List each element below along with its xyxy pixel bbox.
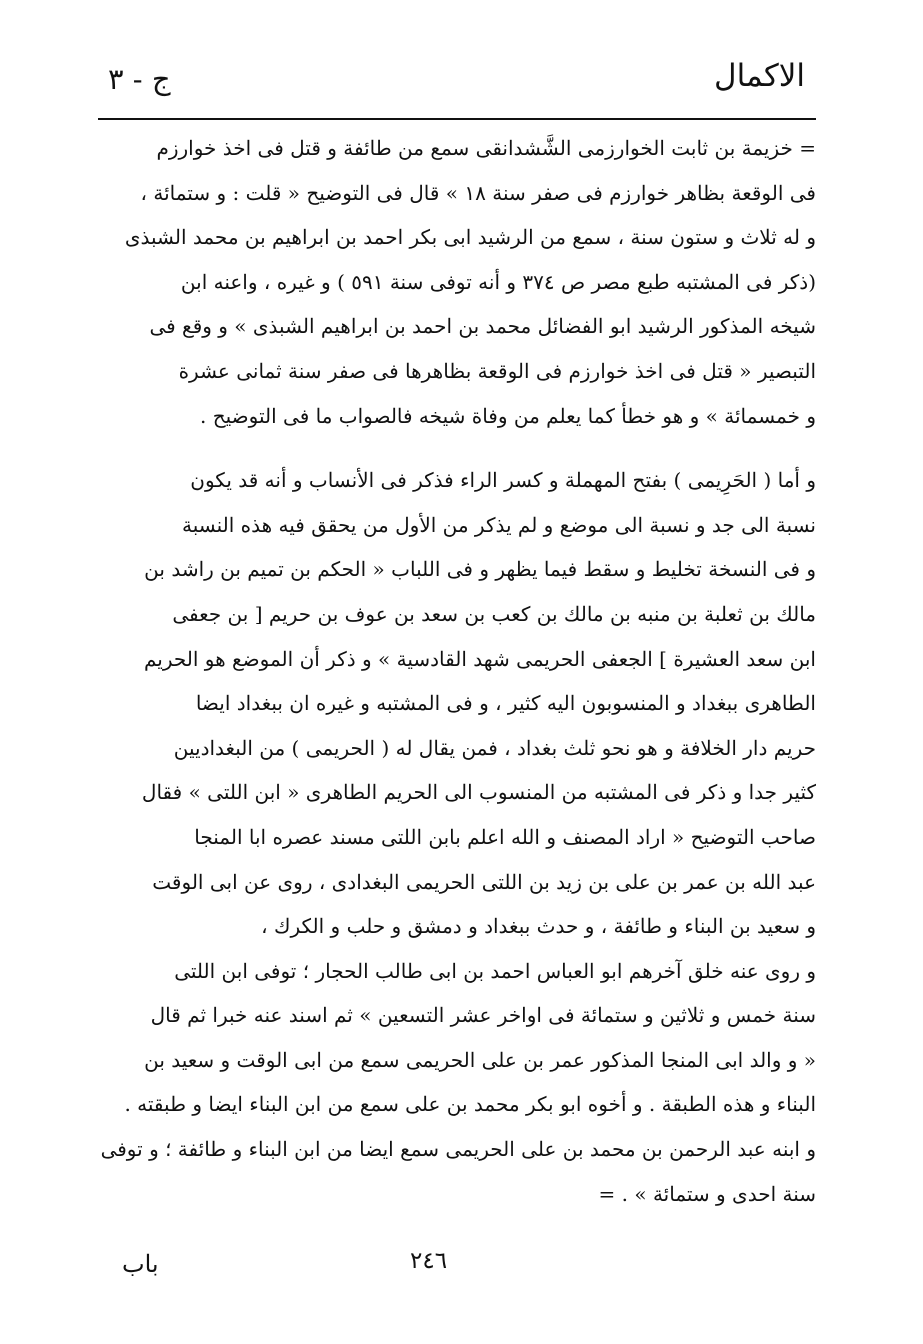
text-line: فى الوقعة بظاهر خوارزم فى صفر سنة ١٨ » قال فى التوضيح « قلت : و ستمائة ، — [140, 180, 816, 205]
page-number: ٢٤٦ — [410, 1248, 448, 1274]
text-line: سنة خمس و ثلاثين و ستمائة فى اواخر عشر التسعين » ثم اسند عنه خبرا ثم قال — [150, 1003, 816, 1028]
text-line: و ابنه عبد الرحمن بن محمد بن على الحريمى سمع ايضا من ابن البناء و طائفة ؛ و توفى — [100, 1137, 816, 1162]
text-line: و روى عنه خلق آخرهم ابو العباس احمد بن ابى طالب الحجار ؛ توفى ابن اللتى — [174, 958, 816, 983]
text-line: عبد الله بن عمر بن على بن زيد بن اللتى الحريمى البغدادى ، روى عن ابى الوقت — [152, 869, 816, 894]
paragraph-gap — [100, 438, 816, 458]
paragraph-2 — [100, 458, 816, 1216]
text-line: مالك بن ثعلبة بن منبه بن مالك بن كعب بن سعد بن عوف بن حريم [ بن جعفى — [172, 601, 816, 626]
text-line: « و والد ابى المنجا المذكور عمر بن على الحريمى سمع من ابى الوقت و سعيد بن — [144, 1047, 816, 1072]
text-line: حريم دار الخلافة و هو نحو ثلث بغداد ، فمن يقال له ( الحريمى ) من البغداديين — [173, 735, 816, 760]
catchword: باب — [122, 1250, 159, 1278]
volume-label: ج - ٣ — [108, 62, 171, 96]
header-rule — [98, 118, 816, 120]
paragraph-1 — [100, 126, 816, 438]
text-line: = خزيمة بن ثابت الخوارزمى الشَّشدانقى سمع من طائفة و قتل فى اخذ خوارزم — [156, 136, 816, 160]
text-line: التبصير « قتل فى اخذ خوارزم فى الوقعة بظاهرها فى صفر سنة ثمانى عشرة — [178, 358, 816, 383]
text-line: و أما ( الحَرِيمى ) بفتح المهملة و كسر الراء فذكر فى الأنساب و أنه قد يكون — [190, 468, 816, 493]
text-line: صاحب التوضيح « اراد المصنف و الله اعلم بابن اللتى مسند عصره ابا المنجا — [194, 824, 816, 849]
text-line: (ذكر فى المشتبه طبع مصر ص ٣٧٤ و أنه توفى سنة ٥٩١ ) و غيره ، واعنه ابن — [180, 269, 816, 294]
text-line: البناء و هذه الطبقة . و أخوه ابو بكر محمد بن على سمع من ابن البناء ايضا و طبقته . — [124, 1092, 816, 1117]
text-line: و خمسمائة » و هو خطأ كما يعلم من وفاة شيخه فالصواب ما فى التوضيح . — [200, 403, 816, 428]
running-title: الاكمال — [714, 58, 805, 94]
text-line: و سعيد بن البناء و طائفة ، و حدث ببغداد و دمشق و حلب و الكرك ، — [261, 914, 816, 939]
text-line: سنة احدى و ستمائة » . = — [598, 1181, 816, 1206]
main-text — [100, 126, 816, 1216]
text-line: كثير جدا و ذكر فى المشتبه من المنسوب الى الحريم الطاهرى « ابن اللتى » فقال — [141, 780, 816, 805]
text-line: و له ثلاث و ستون سنة ، سمع من الرشيد ابى بكر احمد بن ابراهيم بن محمد الشبذى — [124, 225, 816, 250]
text-line: الطاهرى ببغداد و المنسوبون اليه كثير ، و فى المشتبه و غيره ان ببغداد ايضا — [195, 691, 816, 716]
text-line: و فى النسخة تخليط و سقط فيما يظهر و فى اللباب « الحكم بن تميم بن راشد بن — [144, 557, 816, 582]
text-line: شيخه المذكور الرشيد ابو الفضائل محمد بن احمد بن ابراهيم الشبذى » و وقع فى — [149, 314, 816, 339]
text-line: ابن سعد العشيرة ] الجعفى الحريمى شهد القادسية » و ذكر أن الموضع هو الحريم — [143, 646, 816, 671]
text-line: نسبة الى جد و نسبة الى موضع و لم يذكر من الأول من يحقق فيه هذه النسبة — [182, 512, 816, 537]
